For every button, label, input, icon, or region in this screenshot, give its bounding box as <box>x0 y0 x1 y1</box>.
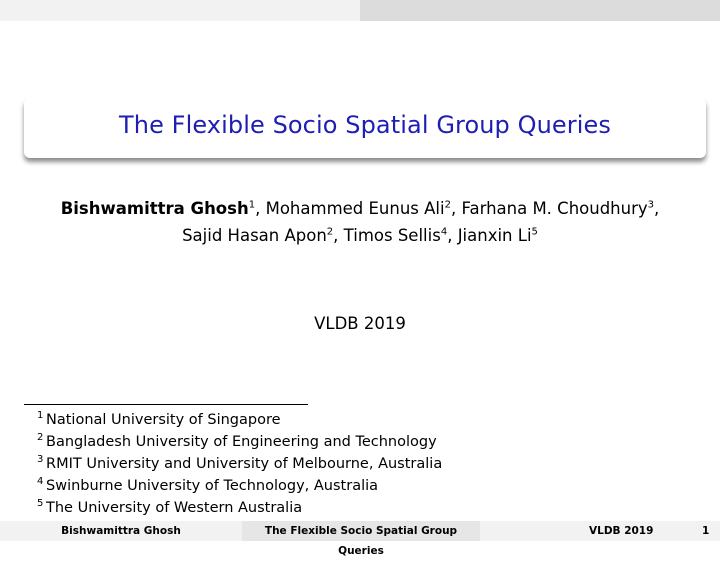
slide-footer <box>0 521 720 557</box>
author-affiliation-mark: 2 <box>326 226 334 238</box>
footnote-item <box>37 475 442 497</box>
footnote-number: 4 <box>37 476 44 487</box>
author-affiliation-mark: 1 <box>248 199 256 211</box>
author-affiliation-mark: 5 <box>531 226 538 238</box>
author-separator: , <box>654 199 660 218</box>
footnote-text: Bangladesh University of Engineering and Technology <box>46 434 437 450</box>
footer-page-number: 1 <box>702 525 710 537</box>
footnote-number: 1 <box>37 410 44 421</box>
footer-title: The Flexible Socio Spatial Group Queries <box>242 521 480 541</box>
footnote-text: National University of Singapore <box>46 412 281 428</box>
footer-author: Bishwamittra Ghosh <box>0 521 242 541</box>
author-separator: , <box>447 226 458 245</box>
footnote-rule <box>24 404 308 405</box>
author-name: Farhana M. Choudhury <box>461 199 648 218</box>
author-affiliation-mark: 2 <box>444 199 451 211</box>
footnote-text: Swinburne University of Technology, Australia <box>46 478 379 494</box>
author-separator: , <box>333 226 344 245</box>
slide-title: The Flexible Socio Spatial Group Queries <box>119 111 611 139</box>
author-name: Jianxin Li <box>457 226 532 245</box>
footnote-item <box>37 431 442 453</box>
footnote-text: RMIT University and University of Melbourne, Australia <box>46 456 443 472</box>
footnote-number: 2 <box>37 432 44 443</box>
footer-right-section <box>480 521 720 541</box>
footnote-text: The University of Western Australia <box>46 500 303 516</box>
author-affiliation-mark: 4 <box>440 226 448 238</box>
author-separator: , <box>255 199 266 218</box>
footnote-item <box>37 453 443 475</box>
footnote-number: 5 <box>37 498 44 509</box>
author-name: Sajid Hasan Apon <box>182 226 327 245</box>
footnote-number: 3 <box>37 454 44 465</box>
author-name: Bishwamittra Ghosh <box>60 199 249 218</box>
footer-venue: VLDB 2019 <box>589 525 654 537</box>
footnote-item <box>37 497 442 519</box>
author-separator: , <box>450 199 462 218</box>
author-affiliation-mark: 3 <box>647 199 655 211</box>
author-list <box>40 195 680 249</box>
navigation-bar-right <box>360 0 720 21</box>
navigation-bar-left <box>0 0 360 21</box>
footnote-list <box>37 409 443 519</box>
footnote-item <box>37 409 442 431</box>
title-block <box>24 98 706 158</box>
venue-label: VLDB 2019 <box>314 314 406 333</box>
author-name: Timos Sellis <box>343 226 441 245</box>
author-name: Mohammed Eunus Ali <box>265 199 445 218</box>
